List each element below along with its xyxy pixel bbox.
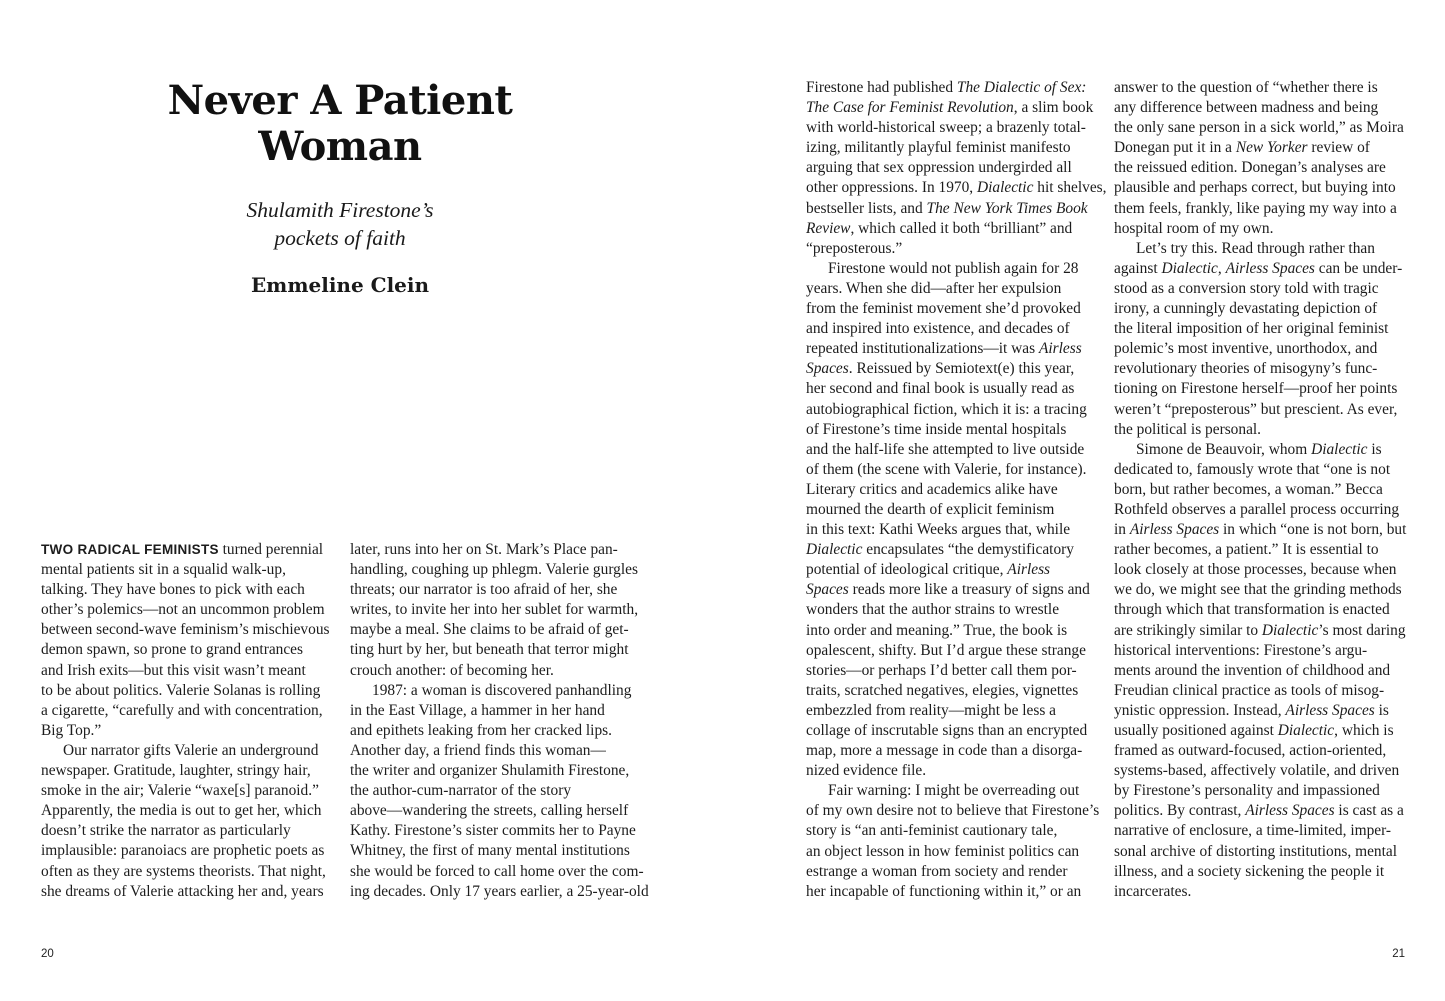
text-line xyxy=(806,339,1106,359)
text-line xyxy=(1114,721,1414,741)
text-line xyxy=(1114,862,1414,882)
text-line xyxy=(1114,580,1414,600)
text-line xyxy=(1114,460,1414,480)
text-run: tioning on Firestone herself—proof her points xyxy=(1114,380,1398,398)
text-column-3 xyxy=(806,78,1106,902)
text-run: Firestone would not publish again for 28 xyxy=(828,259,1079,277)
text-run: ments around the invention of childhood and xyxy=(1114,661,1391,679)
text-run: of my own desire not to believe that Firestone’s xyxy=(806,802,1100,820)
text-line xyxy=(1114,560,1414,580)
text-run: other’s polemics—not an uncommon problem xyxy=(41,601,325,619)
italic-title: Dialectic xyxy=(1261,621,1319,639)
text-line xyxy=(1114,118,1414,138)
italic-title: Airless Spaces xyxy=(1225,259,1315,277)
text-run: the author-cum-narrator of the story xyxy=(350,782,572,800)
text-line xyxy=(806,821,1106,841)
text-run: estrange a woman from society and render xyxy=(806,862,1068,880)
text-run: reads more like a treasury of signs and xyxy=(848,581,1090,599)
text-run: with world-historical sweep; a brazenly total- xyxy=(806,119,1086,137)
text-line xyxy=(806,741,1106,761)
text-line xyxy=(806,158,1106,178)
subtitle-line: Shulamith Firestone’s xyxy=(246,198,434,222)
text-run: she would be forced to call home over the com- xyxy=(350,862,644,880)
text-line xyxy=(1114,801,1414,821)
text-line xyxy=(350,701,650,721)
text-line xyxy=(350,580,650,600)
text-run: plausible and perhaps correct, but buying into xyxy=(1114,179,1396,197)
text-run: review of xyxy=(1307,139,1370,157)
text-run: by Firestone’s personality and impassioned xyxy=(1114,782,1380,800)
text-line xyxy=(1114,741,1414,761)
text-run: , which is xyxy=(1334,722,1394,739)
text-run: often as they are systems theorists. That night, xyxy=(41,862,326,880)
text-line xyxy=(41,761,341,781)
text-run: and epithets leaking from her cracked lips. xyxy=(350,721,612,739)
italic-title: Dialectic xyxy=(1277,722,1335,739)
text-run: talking. They have bones to pick with each xyxy=(41,581,305,599)
text-line xyxy=(1114,701,1414,721)
subtitle-line: pockets of faith xyxy=(274,226,406,250)
article-subtitle xyxy=(140,196,540,252)
text-line xyxy=(806,661,1106,681)
italic-title: The Case for Feminist Revolution xyxy=(806,99,1014,117)
text-line xyxy=(41,781,341,801)
text-run: autobiographical fiction, which it is: a tracing xyxy=(806,400,1087,418)
italic-title: Dialectic xyxy=(977,179,1034,197)
text-run: to be about politics. Valerie Solanas is rolling xyxy=(41,681,321,699)
text-run: “preposterous.” xyxy=(806,239,903,257)
text-run: historical interventions: Firestone’s argu- xyxy=(1114,641,1368,659)
text-line xyxy=(1114,480,1414,500)
text-run: Kathy. Firestone’s sister commits her to Payne xyxy=(350,822,636,840)
text-line xyxy=(1114,641,1414,661)
italic-title: Airless Spaces xyxy=(1245,802,1335,820)
text-line xyxy=(806,621,1106,641)
text-line xyxy=(806,299,1106,319)
text-run: nized evidence file. xyxy=(806,762,927,780)
text-line xyxy=(41,540,341,560)
text-line xyxy=(41,580,341,600)
text-run: her second and final book is usually read as xyxy=(806,380,1075,398)
text-column-4 xyxy=(1114,78,1414,902)
text-run: . Reissued by Semiotext(e) this year, xyxy=(848,360,1075,378)
title-line: Never A Patient xyxy=(167,77,513,124)
text-run: implausible: paranoiacs are prophetic poets as xyxy=(41,842,325,860)
italic-title: The New York Times Book xyxy=(926,199,1088,217)
text-run: map, more a message in code than a disorga- xyxy=(806,742,1083,760)
text-line xyxy=(41,721,341,741)
text-line xyxy=(806,540,1106,560)
text-line xyxy=(806,480,1106,500)
paragraph-start-line xyxy=(806,259,1106,279)
paragraph-start-line xyxy=(350,681,650,701)
text-run: politics. By contrast, xyxy=(1114,802,1246,820)
text-run: in which “one is not born, but xyxy=(1219,521,1407,539)
text-run: other oppressions. In 1970, xyxy=(806,179,977,197)
page-number-left: 20 xyxy=(41,948,54,960)
text-line xyxy=(806,721,1106,741)
text-line xyxy=(1114,379,1414,399)
text-run: in the East Village, a hammer in her hand xyxy=(350,701,605,719)
text-line xyxy=(806,520,1106,540)
text-run: dedicated to, famously wrote that “one is not xyxy=(1114,460,1391,478)
text-line xyxy=(1114,420,1414,440)
text-run: doesn’t strike the narrator as particularly xyxy=(41,822,291,840)
text-run: systems-based, affectively volatile, and driven xyxy=(1114,762,1400,780)
text-line xyxy=(806,78,1106,98)
text-run: revolutionary theories of misogyny’s func- xyxy=(1114,360,1378,378)
text-line xyxy=(350,781,650,801)
text-run: embezzled from reality—might be less a xyxy=(806,701,1057,719)
text-line xyxy=(806,239,1106,259)
text-run: we do, we might see that the grinding methods xyxy=(1114,581,1402,599)
text-line xyxy=(806,379,1106,399)
text-line xyxy=(41,862,341,882)
text-run: , which called it both “brilliant” and xyxy=(850,219,1073,237)
text-run: Apparently, the media is out to get her, which xyxy=(41,802,322,820)
text-line xyxy=(350,801,650,821)
text-run: weren’t “preposterous” but prescient. As ever, xyxy=(1114,400,1398,418)
text-run: in this text: Kathi Weeks argues that, while xyxy=(806,521,1071,539)
text-run: encapsulates “the demystificatory xyxy=(862,541,1074,559)
text-line xyxy=(806,460,1106,480)
text-run: handling, coughing up phlegm. Valerie gurgles xyxy=(350,561,638,579)
text-line xyxy=(350,882,650,902)
text-line xyxy=(806,319,1106,339)
text-run: mental patients sit in a squalid walk-up, xyxy=(41,561,286,579)
text-run: ing decades. Only 17 years earlier, a 25-year-old xyxy=(350,882,649,900)
text-line xyxy=(1114,259,1414,279)
text-run: polemic’s most inventive, unorthodox, and xyxy=(1114,340,1378,358)
text-run: is xyxy=(1367,440,1382,458)
text-run: maybe a meal. She claims to be afraid of get- xyxy=(350,621,629,639)
paragraph-start-line xyxy=(806,781,1106,801)
text-line xyxy=(1114,339,1414,359)
text-line xyxy=(806,560,1106,580)
text-run: smoke in the air; Valerie “waxe[s] paranoid.” xyxy=(41,782,319,800)
text-line xyxy=(350,640,650,660)
italic-title: Airless Spaces xyxy=(1285,701,1375,719)
text-run: the literal imposition of her original feminist xyxy=(1114,320,1389,338)
text-run: hospital room of my own. xyxy=(1114,219,1274,237)
text-line xyxy=(1114,781,1414,801)
text-line xyxy=(350,841,650,861)
text-run: framed as outward-focused, action-oriented, xyxy=(1114,742,1387,760)
italic-title: Spaces xyxy=(806,360,849,378)
text-line xyxy=(1114,199,1414,219)
text-run: between second-wave feminism’s mischievous xyxy=(41,621,330,639)
text-run: usually positioned against xyxy=(1114,722,1278,739)
text-line xyxy=(1114,78,1414,98)
text-run: are strikingly similar to xyxy=(1114,621,1262,639)
text-line xyxy=(1114,882,1414,902)
text-run: arguing that sex oppression undergirded all xyxy=(806,159,1072,177)
text-line xyxy=(806,138,1106,158)
text-run: sonal archive of distorting institutions, mental xyxy=(1114,842,1397,860)
text-run: an object lesson in how feminist politics can xyxy=(806,842,1080,860)
text-run: is cast as a xyxy=(1334,802,1404,820)
text-line xyxy=(41,560,341,580)
text-run: bestseller lists, and xyxy=(806,199,927,217)
text-run: and Irish exits—but this visit wasn’t meant xyxy=(41,661,306,679)
text-line xyxy=(41,640,341,660)
text-run: and the half-life she attempted to live outside xyxy=(806,440,1085,458)
text-run: Firestone had published xyxy=(806,79,957,96)
italic-title: Review xyxy=(806,219,851,237)
text-run: stood as a conversion story told with tragic xyxy=(1114,279,1379,297)
text-line xyxy=(806,98,1106,118)
text-line xyxy=(806,600,1106,620)
text-line xyxy=(806,862,1106,882)
text-line xyxy=(1114,761,1414,781)
text-line xyxy=(1114,621,1414,641)
text-line xyxy=(806,420,1106,440)
text-line xyxy=(1114,600,1414,620)
text-line xyxy=(806,199,1106,219)
text-run: Another day, a friend finds this woman— xyxy=(350,741,606,759)
text-run: repeated institutionalizations—it was xyxy=(806,340,1039,358)
author-byline: Emmeline Clein xyxy=(250,273,430,297)
text-run: Big Top.” xyxy=(41,721,102,739)
italic-title: Dialectic xyxy=(806,541,863,559)
text-run: threats; our narrator is too afraid of her, she xyxy=(350,581,618,599)
text-run: in xyxy=(1114,521,1130,539)
text-run: above—wandering the streets, calling herself xyxy=(350,802,629,820)
text-run: is xyxy=(1374,701,1389,719)
italic-title: The Dialectic of Sex: xyxy=(956,79,1087,96)
text-run: ’s most daring xyxy=(1318,621,1406,639)
text-run: newspaper. Gratitude, laughter, stringy hair, xyxy=(41,762,311,780)
italic-title: Airless Spaces xyxy=(1129,521,1220,539)
text-line xyxy=(350,661,650,681)
text-run: izing, militantly playful feminist manifesto xyxy=(806,139,1071,157)
text-run: illness, and a society sickening the people it xyxy=(1114,862,1385,880)
text-line xyxy=(1114,178,1414,198)
text-line xyxy=(1114,279,1414,299)
text-run: Let’s try this. Read through rather than xyxy=(1136,239,1375,257)
text-run: , a slim book xyxy=(1013,99,1094,117)
text-line xyxy=(350,600,650,620)
text-line xyxy=(1114,98,1414,118)
text-run: can be under- xyxy=(1314,259,1403,277)
text-run: years. When she did—after her expulsion xyxy=(806,279,1062,297)
text-run: ynistic oppression. Instead, xyxy=(1114,701,1286,719)
text-run: story is “an anti-feminist cautionary tale, xyxy=(806,822,1058,840)
text-run: look closely at those processes, because when xyxy=(1114,561,1397,579)
text-line xyxy=(1114,158,1414,178)
text-line xyxy=(806,219,1106,239)
text-run: stories—or perhaps I’d better call them por- xyxy=(806,661,1077,679)
paragraph-start-line xyxy=(41,741,341,761)
text-line xyxy=(806,801,1106,821)
text-run: later, runs into her on St. Mark’s Place pan- xyxy=(350,541,618,558)
text-run: she dreams of Valerie attacking her and, years xyxy=(41,882,324,900)
text-line xyxy=(806,178,1106,198)
text-run: the only sane person in a sick world,” as Moira xyxy=(1114,119,1404,137)
text-run: Donegan put it in a xyxy=(1114,139,1236,157)
text-line xyxy=(806,118,1106,138)
text-run: 1987: a woman is discovered panhandling xyxy=(372,681,632,699)
text-column-1 xyxy=(41,540,341,902)
text-run: turned perennial xyxy=(218,541,324,558)
text-run: of Firestone’s time inside mental hospitals xyxy=(806,420,1067,438)
text-line xyxy=(806,580,1106,600)
text-run: traits, scratched negatives, elegies, vignettes xyxy=(806,681,1079,699)
text-run: any difference between madness and being xyxy=(1114,99,1379,117)
text-line xyxy=(41,801,341,821)
text-run: the political is personal. xyxy=(1114,420,1262,438)
text-run: Rothfeld observes a parallel process occurring xyxy=(1114,500,1400,518)
text-line xyxy=(1114,138,1414,158)
text-run: Freudian clinical practice as tools of misog- xyxy=(1114,681,1385,699)
text-run: from the feminist movement she’d provoked xyxy=(806,300,1081,318)
text-line xyxy=(806,882,1106,902)
text-line xyxy=(1114,219,1414,239)
text-run: demon spawn, so prone to grand entrances xyxy=(41,641,303,659)
article-title xyxy=(140,78,540,170)
italic-title: Airless xyxy=(1038,340,1082,358)
text-line xyxy=(806,681,1106,701)
italic-title: New Yorker xyxy=(1235,139,1308,157)
text-run: born, but rather becomes, a woman.” Becca xyxy=(1114,480,1383,498)
text-column-2 xyxy=(350,540,650,902)
text-line xyxy=(1114,500,1414,520)
italic-title: Spaces xyxy=(806,581,849,599)
text-run: collage of inscrutable signs than an encrypted xyxy=(806,722,1088,739)
text-line xyxy=(806,701,1106,721)
text-line xyxy=(41,821,341,841)
text-run: Whitney, the first of many mental institutions xyxy=(350,842,630,860)
text-line xyxy=(806,761,1106,781)
text-run: the reissued edition. Donegan’s analyses are xyxy=(1114,159,1386,177)
text-run: opalescent, shifty. But I’d argue these strange xyxy=(806,641,1086,659)
text-line xyxy=(350,620,650,640)
text-run: wonders that the author strains to wrestle xyxy=(806,601,1060,619)
text-run: and inspired into existence, and decades of xyxy=(806,320,1070,338)
text-run: of them (the scene with Valerie, for instance). xyxy=(806,460,1087,478)
text-run: Our narrator gifts Valerie an underground xyxy=(63,741,319,759)
text-line xyxy=(350,761,650,781)
text-line xyxy=(806,440,1106,460)
page-number-right: 21 xyxy=(1392,948,1405,960)
text-line xyxy=(806,400,1106,420)
text-run: ting hurt by her, but beneath that terror might xyxy=(350,641,629,659)
text-run: Fair warning: I might be overreading out xyxy=(828,782,1080,800)
text-run: irony, a cunningly devastating depiction of xyxy=(1114,300,1378,318)
text-line xyxy=(1114,520,1414,540)
text-line xyxy=(41,701,341,721)
text-line xyxy=(1114,400,1414,420)
text-run: them feels, frankly, like paying my way into a xyxy=(1114,199,1397,217)
italic-title: Airless xyxy=(1007,561,1051,579)
text-line xyxy=(350,540,650,560)
text-run: incarcerates. xyxy=(1114,882,1192,900)
text-line xyxy=(41,661,341,681)
text-run: crouch another: of becoming her. xyxy=(350,661,554,679)
text-run: her incapable of functioning within it,” or an xyxy=(806,882,1082,900)
text-line xyxy=(1114,661,1414,681)
text-line xyxy=(41,600,341,620)
text-line xyxy=(41,882,341,902)
text-run: into order and meaning.” True, the book is xyxy=(806,621,1068,639)
lead-in-caps: TWO RADICAL FEMINISTS xyxy=(41,542,219,557)
text-run: the writer and organizer Shulamith Firestone, xyxy=(350,762,630,780)
text-run: through which that transformation is enacted xyxy=(1114,601,1390,619)
italic-title: Dialectic xyxy=(1161,259,1218,277)
text-line xyxy=(1114,299,1414,319)
text-run: Literary critics and academics alike have xyxy=(806,480,1058,498)
text-line xyxy=(806,842,1106,862)
text-run: answer to the question of “whether there is xyxy=(1114,79,1378,96)
paragraph-start-line xyxy=(1114,239,1414,259)
text-run: , xyxy=(1217,259,1226,277)
title-line: Woman xyxy=(258,123,422,170)
text-run: a cigarette, “carefully and with concentration, xyxy=(41,701,323,719)
text-line xyxy=(41,620,341,640)
text-line xyxy=(1114,540,1414,560)
text-line xyxy=(806,279,1106,299)
text-line xyxy=(41,841,341,861)
text-line xyxy=(1114,842,1414,862)
text-run: hit shelves, xyxy=(1033,179,1107,197)
text-line xyxy=(1114,319,1414,339)
text-line xyxy=(806,641,1106,661)
text-run: potential of ideological critique, xyxy=(806,561,1008,579)
text-line xyxy=(1114,681,1414,701)
text-line xyxy=(1114,821,1414,841)
text-line xyxy=(350,560,650,580)
text-run: Simone de Beauvoir, whom xyxy=(1136,440,1312,458)
text-line xyxy=(1114,359,1414,379)
text-run: writes, to invite her into her sublet for warmth, xyxy=(350,601,639,619)
text-line xyxy=(350,721,650,741)
text-line xyxy=(41,681,341,701)
text-run: rather becomes, a patient.” It is essential to xyxy=(1114,541,1379,559)
paragraph-start-line xyxy=(1114,440,1414,460)
text-line xyxy=(806,359,1106,379)
text-line xyxy=(350,741,650,761)
text-run: against xyxy=(1114,259,1162,277)
text-run: mourned the dearth of explicit feminism xyxy=(806,500,1055,518)
text-line xyxy=(350,821,650,841)
text-line xyxy=(350,862,650,882)
text-line xyxy=(806,500,1106,520)
text-run: narrative of enclosure, a time-limited, imper- xyxy=(1114,822,1392,840)
italic-title: Dialectic xyxy=(1311,440,1368,458)
